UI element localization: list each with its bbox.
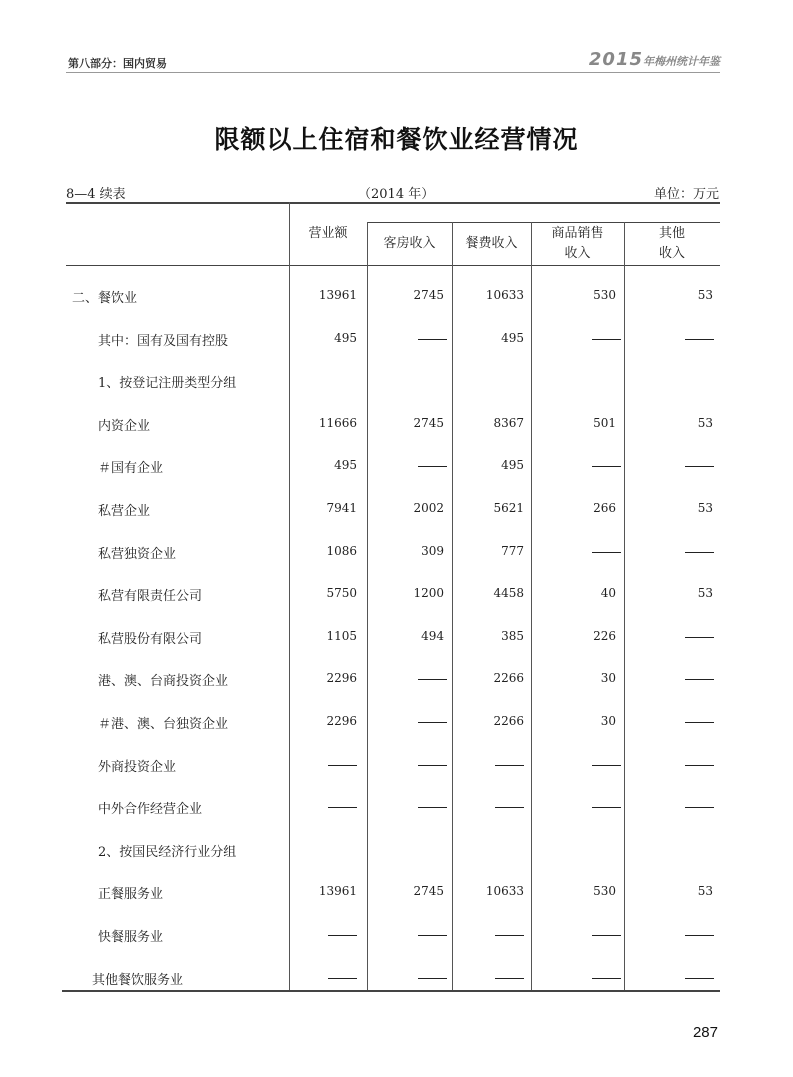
- row-label: 2、按国民经济行业分组: [98, 844, 237, 860]
- empty-value-dash: [592, 552, 621, 553]
- cell-value: 13961: [318, 288, 357, 302]
- empty-value-dash: [592, 807, 621, 808]
- column-divider: [289, 202, 290, 990]
- cell-value: 4458: [493, 586, 524, 601]
- row-label: 港、澳、台商投资企业: [98, 674, 229, 690]
- cell-value: 530: [593, 288, 616, 302]
- cell-value: 777: [501, 543, 524, 558]
- cell-value: 40: [600, 586, 616, 601]
- empty-value-dash: [418, 722, 447, 723]
- cell-value: 10633: [485, 288, 524, 302]
- cell-value: 53: [697, 288, 713, 302]
- empty-value-dash: [592, 466, 621, 467]
- cell-value: 1105: [326, 628, 357, 643]
- row-label: 二、餐饮业: [72, 291, 138, 306]
- row-label: 私营企业: [98, 504, 151, 519]
- empty-value-dash: [328, 807, 357, 808]
- column-header-goods-line1: 商品销售: [551, 226, 604, 241]
- cell-value: 1086: [326, 543, 357, 558]
- column-header-other-line1: 其他: [658, 226, 685, 241]
- table-period: （2014 年）: [358, 187, 435, 202]
- cell-value: 1200: [413, 586, 444, 601]
- page-number: 287: [692, 1024, 718, 1041]
- cell-value: 2266: [493, 714, 524, 728]
- cell-value: 495: [334, 330, 357, 345]
- cell-value: 13961: [318, 884, 357, 899]
- empty-value-dash: [418, 339, 447, 340]
- cell-value: 2745: [413, 288, 444, 302]
- cell-value: 2745: [413, 415, 444, 430]
- cell-value: 2266: [493, 671, 524, 686]
- empty-value-dash: [592, 935, 621, 936]
- cell-value: 11666: [318, 415, 357, 430]
- cell-value: 309: [421, 543, 444, 558]
- cell-value: 495: [501, 330, 524, 345]
- column-divider: [531, 222, 532, 990]
- cell-value: 53: [697, 884, 713, 899]
- cell-value: 495: [334, 458, 357, 473]
- cell-value: 53: [697, 501, 713, 515]
- column-divider: [624, 222, 625, 990]
- running-header-book: [589, 49, 720, 70]
- empty-value-dash: [328, 978, 357, 979]
- cell-value: 501: [593, 415, 616, 430]
- row-label: 私营股份有限公司: [98, 631, 203, 647]
- header-subrule: [367, 222, 720, 223]
- column-header-other-line2: 收入: [658, 246, 685, 261]
- column-header-goods-line2: 收入: [564, 246, 591, 261]
- empty-value-dash: [495, 978, 524, 979]
- empty-value-dash: [685, 807, 714, 808]
- table-number: 8—4 续表: [66, 187, 126, 202]
- row-label: ＃港、澳、台独资企业: [98, 717, 229, 732]
- header-rule: [66, 72, 720, 73]
- empty-value-dash: [418, 807, 447, 808]
- empty-value-dash: [685, 765, 714, 766]
- cell-value: 2745: [413, 884, 444, 899]
- empty-value-dash: [328, 765, 357, 766]
- empty-value-dash: [685, 339, 714, 340]
- empty-value-dash: [418, 978, 447, 979]
- cell-value: 530: [593, 884, 616, 899]
- empty-value-dash: [418, 679, 447, 680]
- cell-value: 8367: [493, 415, 524, 430]
- row-label: 快餐服务业: [98, 930, 164, 945]
- row-label: 私营独资企业: [98, 546, 177, 562]
- row-label: 正餐服务业: [98, 887, 164, 903]
- empty-value-dash: [685, 679, 714, 680]
- cell-value: 385: [501, 628, 524, 643]
- cell-value: 53: [697, 415, 713, 430]
- cell-value: 5750: [326, 586, 357, 601]
- empty-value-dash: [418, 935, 447, 936]
- column-header-other: [624, 224, 720, 264]
- cell-value: 226: [593, 628, 616, 643]
- row-label: 1、按登记注册类型分组: [98, 376, 237, 392]
- cell-value: 495: [501, 458, 524, 473]
- row-label: 外商投资企业: [98, 759, 177, 775]
- empty-value-dash: [418, 765, 447, 766]
- running-header-year: 2015: [588, 49, 643, 70]
- empty-value-dash: [495, 935, 524, 936]
- empty-value-dash: [685, 935, 714, 936]
- empty-value-dash: [592, 339, 621, 340]
- empty-value-dash: [418, 466, 447, 467]
- column-header-room: 客房收入: [383, 236, 436, 251]
- cell-value: 2296: [326, 714, 357, 728]
- row-label: 其他餐饮服务业: [92, 972, 184, 988]
- cell-value: 7941: [326, 501, 357, 515]
- running-header-section: 第八部分：国内贸易: [68, 57, 167, 70]
- empty-value-dash: [495, 807, 524, 808]
- column-divider: [452, 222, 453, 990]
- table-top-rule: [66, 202, 720, 204]
- table-bottom-rule: [62, 990, 720, 992]
- cell-value: 5621: [493, 501, 524, 515]
- row-label: 内资企业: [98, 418, 151, 434]
- empty-value-dash: [685, 466, 714, 467]
- cell-value: 53: [697, 586, 713, 601]
- running-header-book-title: 年梅州统计年鉴: [643, 55, 720, 68]
- cell-value: 494: [421, 628, 444, 643]
- row-label: ＃国有企业: [98, 461, 164, 477]
- row-label: 私营有限责任公司: [98, 589, 203, 605]
- empty-value-dash: [328, 935, 357, 936]
- empty-value-dash: [495, 765, 524, 766]
- cell-value: 30: [600, 714, 616, 728]
- table-unit: 单位：万元: [653, 187, 719, 202]
- empty-value-dash: [685, 637, 714, 638]
- cell-value: 2296: [326, 671, 357, 686]
- cell-value: 10633: [485, 884, 524, 899]
- column-header-goods: [531, 224, 624, 264]
- column-header-catering: 餐费收入: [465, 236, 518, 251]
- cell-value: 266: [593, 501, 616, 515]
- empty-value-dash: [685, 978, 714, 979]
- row-label: 其中：国有及国有控股: [98, 333, 229, 349]
- column-divider: [367, 222, 368, 990]
- empty-value-dash: [685, 722, 714, 723]
- header-bottom-rule: [66, 265, 720, 266]
- page-title: 限额以上住宿和餐饮业经营情况: [214, 125, 579, 154]
- empty-value-dash: [592, 978, 621, 979]
- cell-value: 30: [600, 671, 616, 686]
- empty-value-dash: [685, 552, 714, 553]
- empty-value-dash: [592, 765, 621, 766]
- column-header-revenue: 营业额: [308, 226, 348, 241]
- row-label: 中外合作经营企业: [98, 802, 203, 818]
- cell-value: 2002: [413, 501, 444, 515]
